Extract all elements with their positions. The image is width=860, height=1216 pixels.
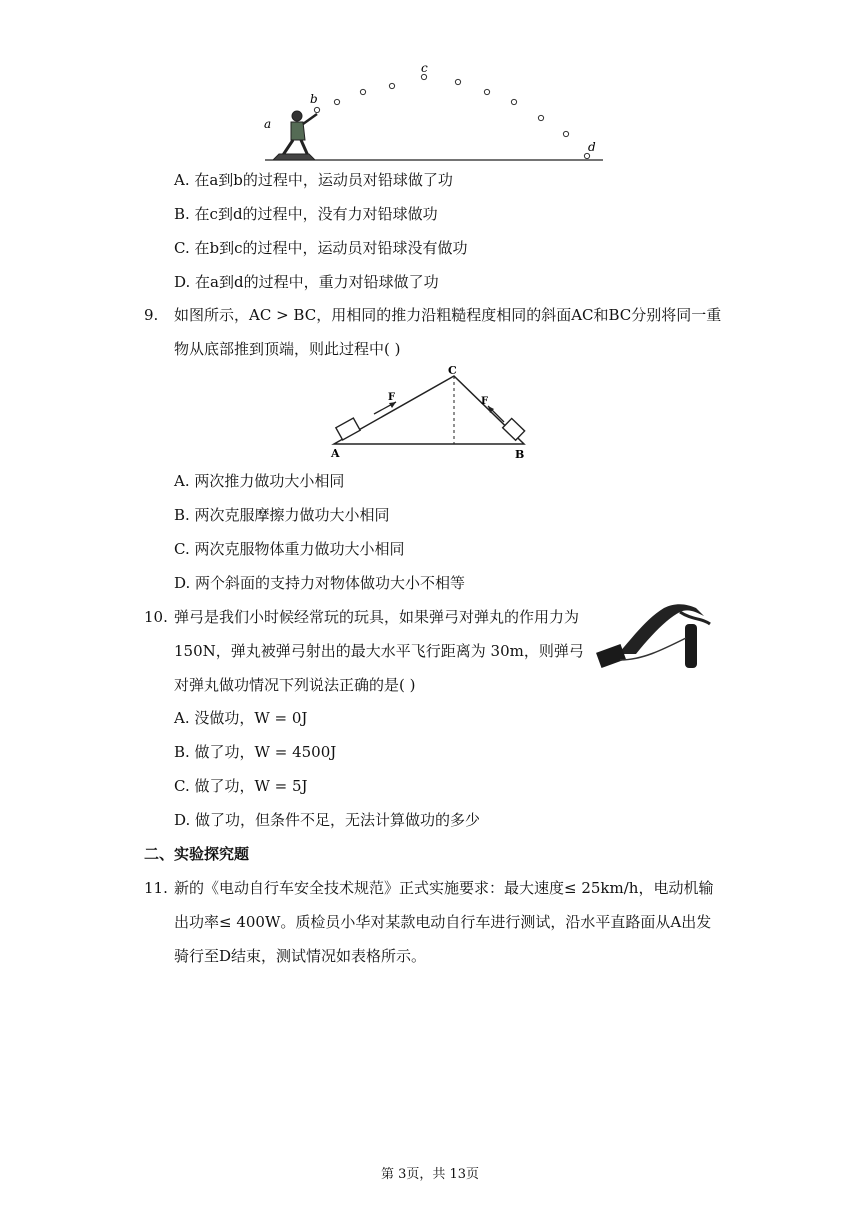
athlete-figure — [273, 111, 317, 160]
q8-option-c: C. 在b到c的过程中，运动员对铅球没有做功 — [174, 239, 468, 257]
label-F-right: F — [481, 396, 489, 407]
label-a: a — [264, 117, 272, 131]
slingshot-handle-right — [685, 624, 697, 668]
q10-option-d: D. 做了功，但条件不足，无法计算做功的多少 — [174, 811, 481, 829]
q9-option-b: B. 两次克服摩擦力做功大小相同 — [174, 506, 390, 524]
trajectory-dots — [314, 74, 589, 158]
q11-line2: 出功率≤ 400W。质检员小华对某款电动自行车进行测试，沿水平直路面从A出发 — [174, 913, 712, 931]
slingshot-handle-left — [596, 644, 626, 668]
q10-number: 10. — [144, 608, 168, 626]
slingshot-figure — [592, 598, 722, 680]
q8-option-b: B. 在c到d的过程中，没有力对铅球做功 — [174, 205, 438, 223]
q9-stem-line2: 物从底部推到顶端，则此过程中( ) — [174, 340, 401, 358]
block-on-ac — [336, 418, 360, 440]
label-b: b — [310, 92, 318, 106]
label-C: C — [448, 364, 457, 377]
q9-option-a: A. 两次推力做功大小相同 — [174, 472, 345, 490]
q10-option-c: C. 做了功，W = 5J — [174, 777, 308, 795]
shotput-figure — [255, 60, 610, 165]
q8-option-d: D. 在a到d的过程中，重力对铅球做了功 — [174, 273, 439, 291]
q9-stem-line1: 如图所示，AC > BC，用相同的推力沿粗糙程度相同的斜面AC和BC分别将同一重 — [174, 306, 722, 324]
q10-stem-line1: 弹弓是我们小时候经常玩的玩具，如果弹弓对弹丸的作用力为 — [174, 608, 580, 626]
label-c: c — [421, 61, 428, 75]
q11-number: 11. — [144, 879, 168, 897]
q11-line3: 骑行至D结束，测试情况如表格所示。 — [174, 947, 427, 965]
label-A: A — [331, 447, 340, 460]
label-F-left: F — [388, 392, 396, 403]
page-footer: 第 3页，共 13页 — [380, 1167, 480, 1182]
q10-option-b: B. 做了功，W = 4500J — [174, 743, 337, 761]
label-d: d — [588, 140, 596, 154]
block-on-bc — [503, 418, 525, 440]
q8-option-a: A. 在a到b的过程中，运动员对铅球做了功 — [174, 171, 453, 189]
q11-line1: 新的《电动自行车安全技术规范》正式实施要求：最大速度≤ 25km/h，电动机输 — [174, 879, 714, 897]
incline-figure — [328, 364, 533, 460]
q9-option-c: C. 两次克服物体重力做功大小相同 — [174, 540, 405, 558]
section-heading: 二、实验探究题 — [144, 845, 250, 863]
q10-option-a: A. 没做功，W = 0J — [174, 709, 308, 727]
triangle-abc — [334, 376, 524, 444]
label-B: B — [515, 448, 525, 460]
q9-option-d: D. 两个斜面的支持力对物体做功大小不相等 — [174, 574, 466, 592]
q10-stem-line2: 150N，弹丸被弹弓射出的最大水平飞行距离为 30m，则弹弓 — [174, 642, 584, 660]
q9-number: 9. — [144, 306, 159, 324]
q10-stem-line3: 对弹丸做功情况下列说法正确的是( ) — [174, 676, 416, 694]
